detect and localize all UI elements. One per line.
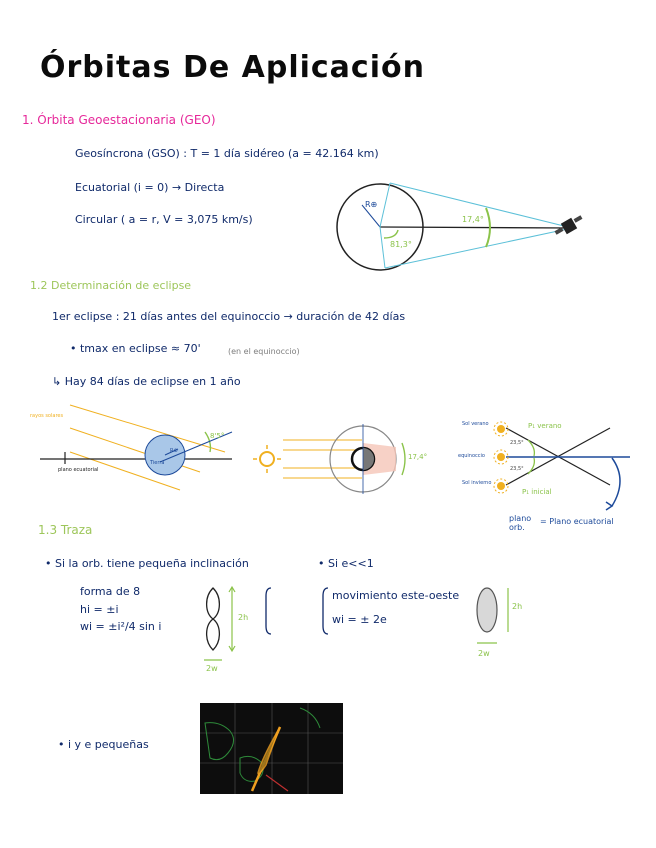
equinoccio-label: equinoccio <box>458 453 485 459</box>
tilt-label: 8'5° <box>210 432 225 440</box>
p-inicial-label: P₁ inicial <box>522 488 552 496</box>
traza-left-item-2: hi = ±i <box>80 603 119 616</box>
right-w-label: 2w <box>478 649 490 658</box>
traza-right-item-1: movimiento este-oeste <box>332 589 460 602</box>
sol-verano-label: Sol verano <box>462 421 489 427</box>
traza-bottom: • i y e pequeñas <box>58 738 149 751</box>
traza-left-item-3: wi = ±i²/4 sin i <box>80 620 162 633</box>
shadow-angle-label: 17,4° <box>408 453 428 461</box>
eclipse-line-2-note: (en el equinoccio) <box>228 347 300 356</box>
eclipse-line-2: • tmax en eclipse ≈ 70' <box>70 342 201 355</box>
eclipse-line-1: 1er eclipse : 21 días antes del equinoccio → duración de 42 días <box>52 310 406 323</box>
bullet-circular: Circular ( a = r, V = 3,075 km/s) <box>75 213 253 226</box>
eclipse-line-3: ↳ Hay 84 días de eclipse en 1 año <box>52 375 241 388</box>
traza-left-head: • Si la orb. tiene pequeña inclinación <box>45 557 249 570</box>
angle-1-label: 23,5° <box>510 440 524 446</box>
plano-orb-label: plano orb. <box>509 514 532 532</box>
section-heading-traza: 1.3 Traza <box>38 523 93 537</box>
plane-label: plano ecuatorial <box>58 467 99 473</box>
r-label: R⊕ <box>170 448 178 454</box>
bullet-ecuatorial: Ecuatorial (i = 0) → Directa <box>75 181 225 194</box>
earth-radius-label: R⊕ <box>365 200 378 209</box>
section-heading-geo: 1. Órbita Geoestacionaria (GEO) <box>22 113 216 127</box>
bullet-geosincrona: Geosíncrona (GSO) : T = 1 día sidéreo (a = 42.164 km) <box>75 147 379 160</box>
ground-track-map-image <box>200 703 343 794</box>
section-heading-eclipse: 1.2 Determinación de eclipse <box>30 279 192 292</box>
sun-verano-icon <box>494 422 508 436</box>
plano-ecuatorial-label: = Plano ecuatorial <box>540 517 614 526</box>
p-verano-label: P₁ verano <box>528 422 562 430</box>
angle-2-label: 23,5° <box>510 466 524 472</box>
sol-invierno-label: Sol invierno <box>462 480 492 486</box>
sun-invierno-icon <box>494 479 508 493</box>
earth-label: Tierra <box>150 460 165 466</box>
traza-left-item-1: forma de 8 <box>80 585 141 598</box>
left-h-label: 2h <box>238 613 249 622</box>
sun-equinoccio-icon <box>494 450 508 464</box>
angle-bottom-label: 81,3° <box>390 240 412 249</box>
sun-icon <box>253 445 281 473</box>
solar-rays-label: rayos solares <box>30 413 64 419</box>
left-w-label: 2w <box>206 664 218 673</box>
page-title: Órbitas De Aplicación <box>40 50 425 85</box>
traza-right-item-2: wi = ± 2e <box>332 613 387 626</box>
right-h-label: 2h <box>512 602 523 611</box>
traza-right-head: • Si e<<1 <box>318 557 374 570</box>
angle-top-label: 17,4° <box>462 215 484 224</box>
